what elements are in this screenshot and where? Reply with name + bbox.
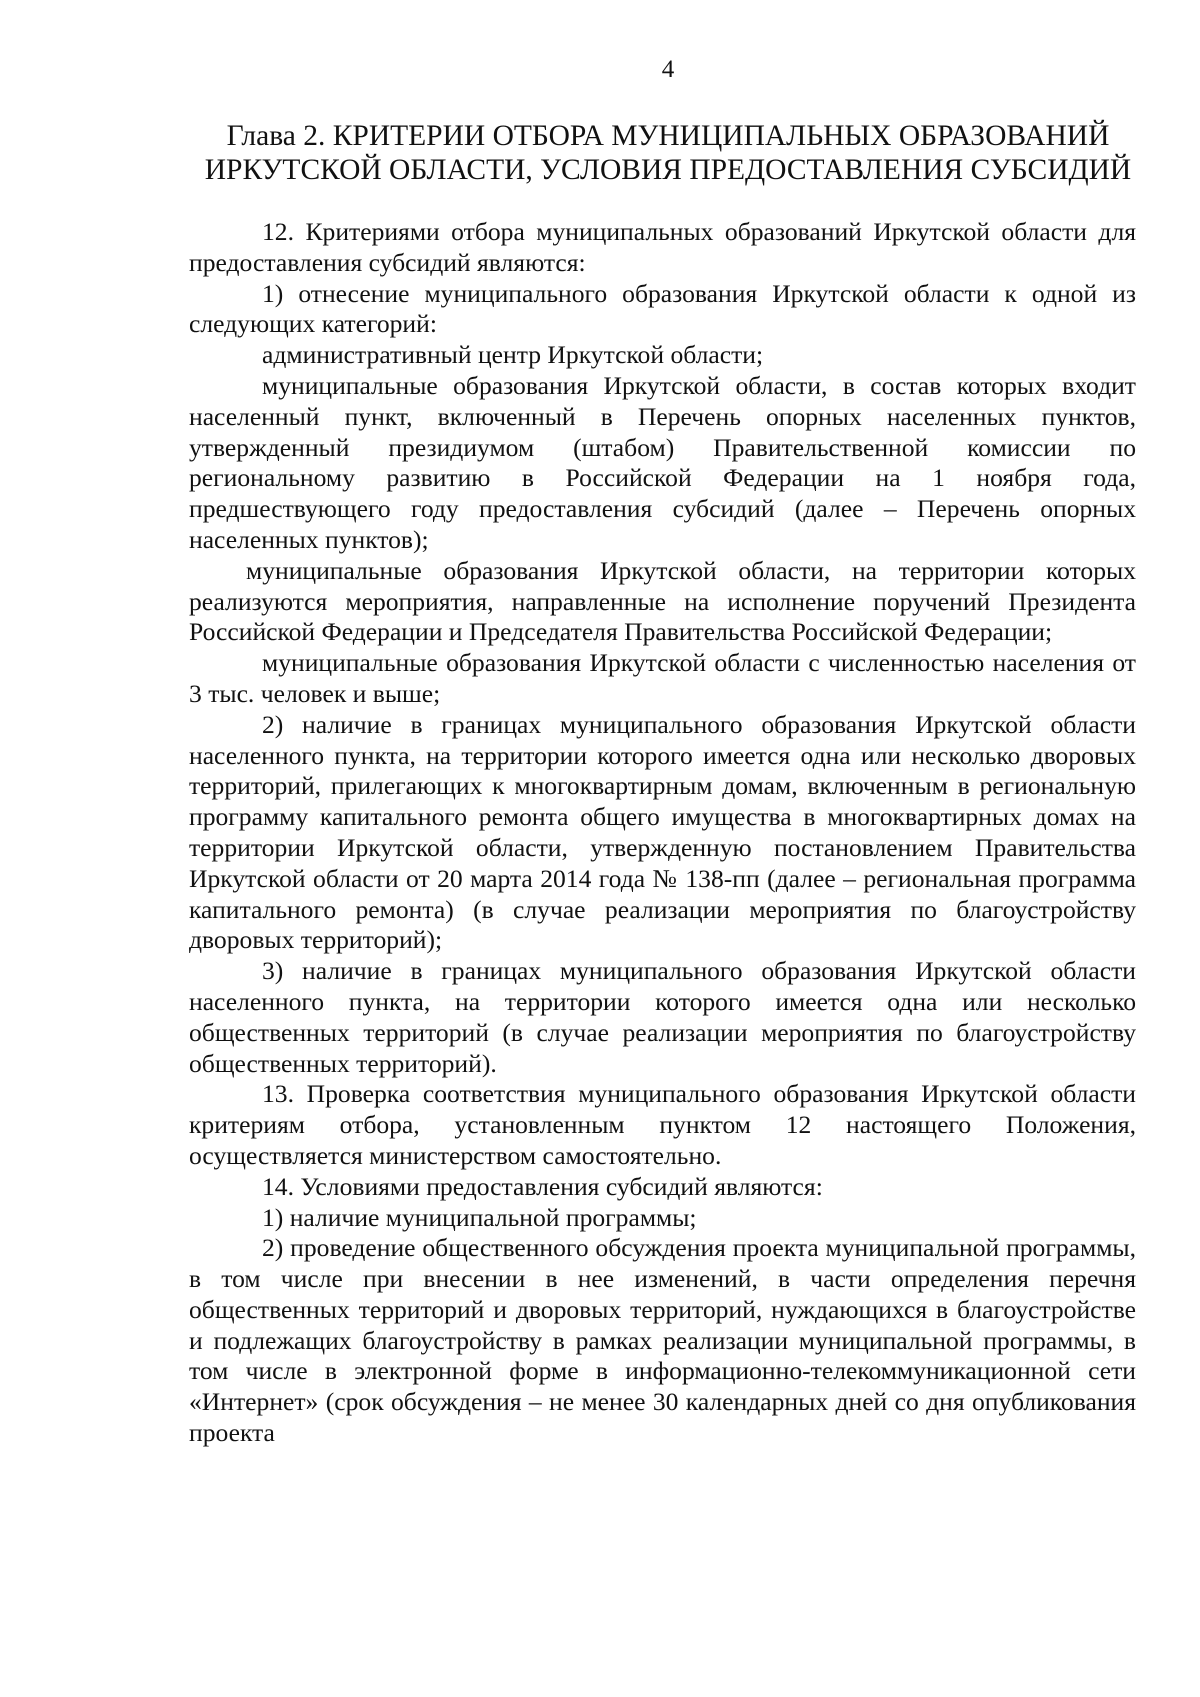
paragraph-13: 13. Проверка соответствия муниципального образования Иркутской области критериям отбора, установленным пунктом 12 настоящего Положения, осуществляется министерством самостоятельно. [189,1079,1136,1170]
paragraph-12-item-1: 1) отнесение муниципального образования Иркутской области к одной из следующих категорий: [189,278,1136,339]
category-population: муниципальные образования Иркутской области с численностью населения от 3 тыс. человек и выше; [189,648,1136,708]
chapter-title-line-2: ИРКУТСКОЙ ОБЛАСТИ, УСЛОВИЯ ПРЕДОСТАВЛЕНИЯ СУБСИДИЙ [204,154,1132,186]
paragraph-12-item-3: 3) наличие в границах муниципального образования Иркутской области населенного пункта, на территории которого имеется одна или несколько общественных территорий (в случае реализации мероприятия по благоустройству общественных территорий). [189,956,1136,1078]
paragraph-12-item-2: 2) наличие в границах муниципального образования Иркутской области населенного пункта, на территории которого имеется одна или несколько дворовых территорий, прилегающих к многоквартирным домам, включенным в региональную программу капитального ремонта общего имущества в многоквартирных домах на территории Иркутской области, утвержденную постановлением Правительства Иркутской области от 20 марта 2014 года № 138-пп (далее – региональная программа капитального ремонта) (в случае реализации мероприятия по благоустройству дворовых территорий); [189,709,1136,955]
category-admin-center: административный центр Иркутской области; [262,340,764,370]
document-body [189,217,1136,1449]
paragraph-14-item-1: 1) наличие муниципальной программы; [262,1202,697,1232]
paragraph-12: 12. Критериями отбора муниципальных образований Иркутской области для предоставления субсидий являются: [189,217,1136,277]
chapter-title-line-1: Глава 2. КРИТЕРИИ ОТБОРА МУНИЦИПАЛЬНЫХ ОБРАЗОВАНИЙ [226,120,1110,152]
chapter-title [200,119,1136,187]
category-support-settlements: муниципальные образования Иркутской области, в состав которых входит населенный пункт, включенный в Перечень опорных населенных пунктов, утвержденный президиумом (штабом) Правительственной комиссии по региональному развитию в Российской Федерации на 1 ноября года, предшествующего году предоставления субсидий (далее – Перечень опорных населенных пунктов); [189,370,1136,554]
page-number: 4 [661,56,675,83]
paragraph-14: 14. Условиями предоставления субсидий являются: [262,1171,823,1201]
paragraph-14-item-2: 2) проведение общественного обсуждения проекта муниципальной программы, в том числе при внесении в нее изменений, в части определения перечня общественных территорий и дворовых территорий, нуждающихся в благоустройстве и подлежащих благоустройству в рамках реализации муниципальной программы, в том числе в электронной форме в информационно-телекоммуникационной сети «Интернет» (срок обсуждения – не менее 30 календарных дней со дня опубликования проекта [189,1233,1136,1448]
category-presidential-instructions: муниципальные образования Иркутской области, на территории которых реализуются мероприятия, направленные на исполнение поручений Президента Российской Федерации и Председателя Правительства Российской Федерации; [189,555,1136,647]
